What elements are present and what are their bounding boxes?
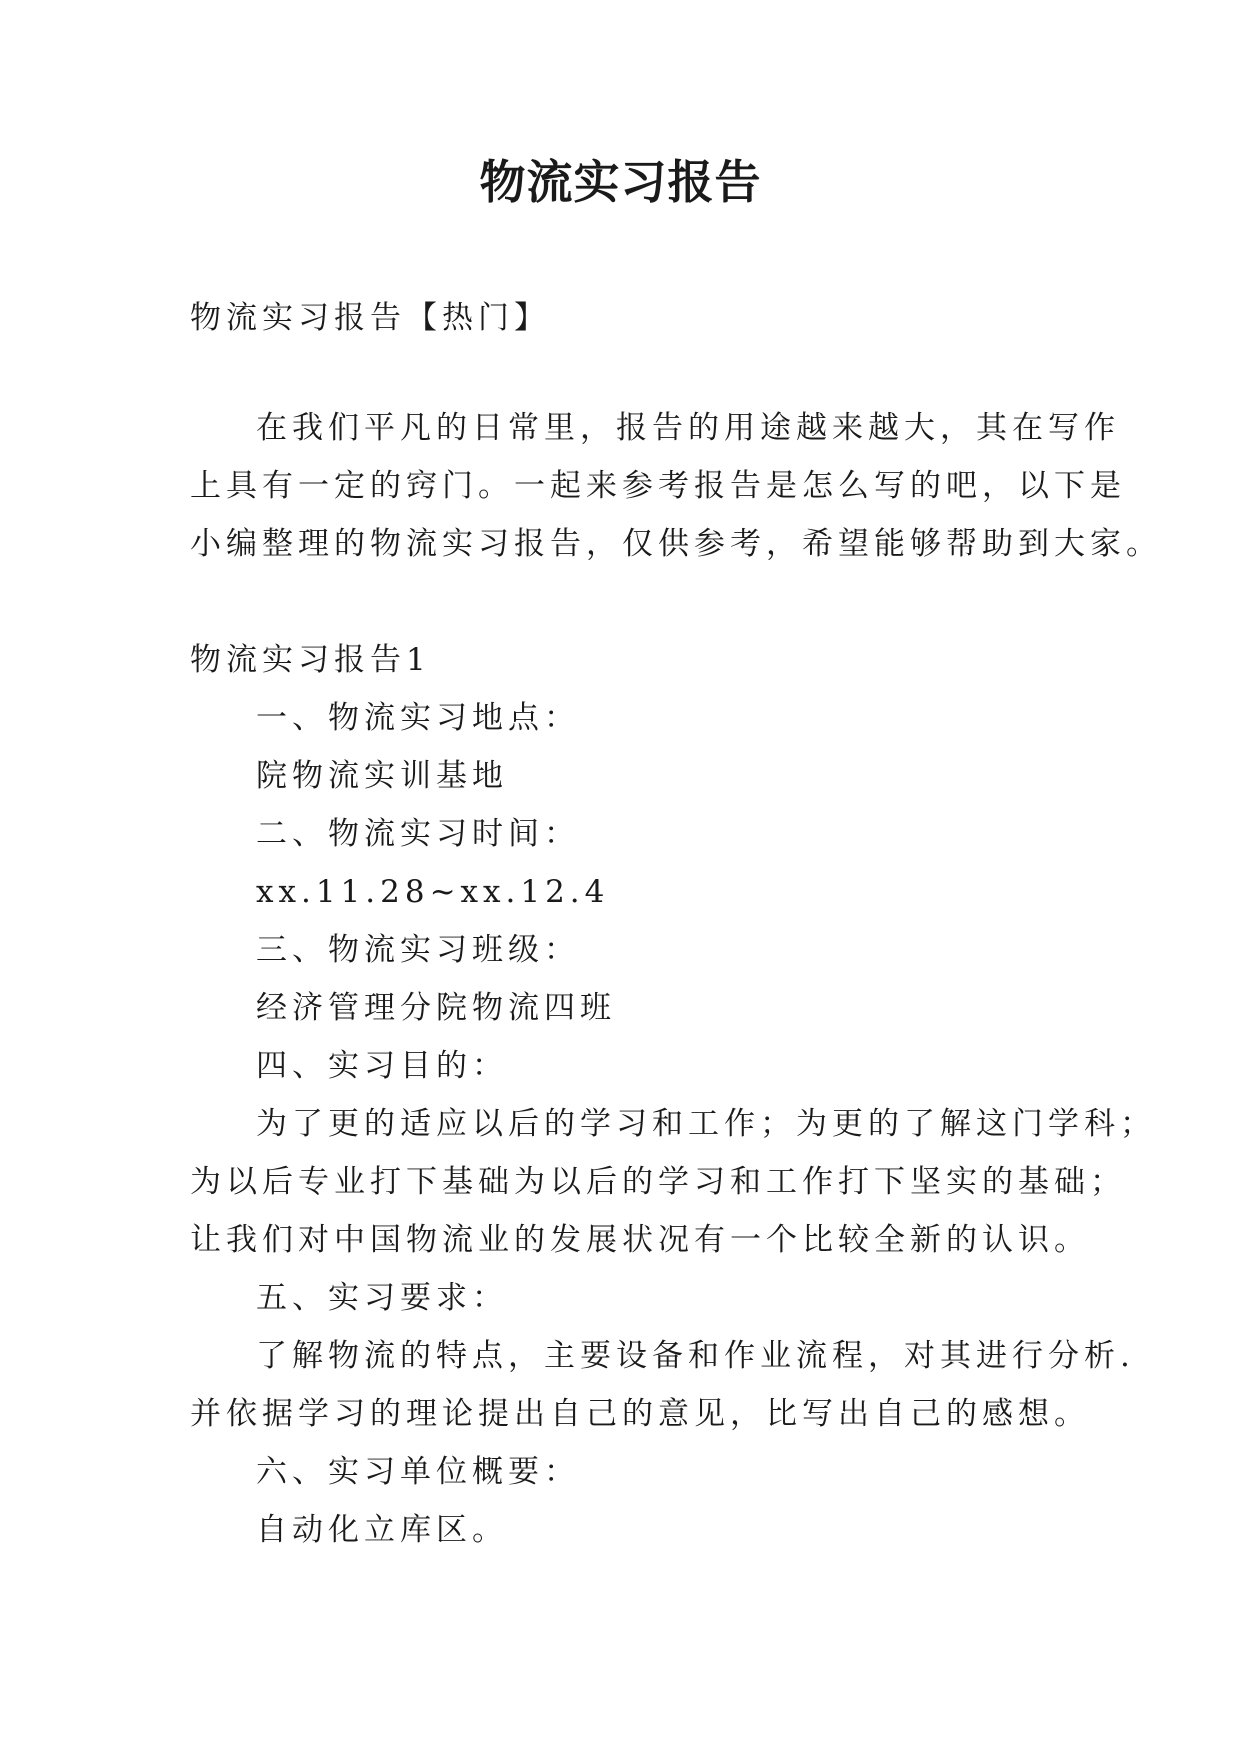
document-title: 物流实习报告 <box>479 155 762 209</box>
body-line: 三、物流实习班级： <box>256 932 580 968</box>
section-heading: 物流实习报告1 <box>190 642 431 678</box>
intro-line: 小编整理的物流实习报告，仅供参考，希望能够帮助到大家。 <box>190 526 1162 562</box>
body-line: 让我们对中国物流业的发展状况有一个比较全新的认识。 <box>190 1222 1090 1258</box>
body-line: 二、物流实习时间： <box>256 816 580 852</box>
document-subtitle: 物流实习报告【热门】 <box>190 300 550 336</box>
body-line: 了解物流的特点，主要设备和作业流程，对其进行分析. <box>256 1338 1135 1374</box>
intro-line: 上具有一定的窍门。一起来参考报告是怎么写的吧，以下是 <box>190 468 1126 504</box>
body-line: 自动化立库区。 <box>256 1512 508 1548</box>
body-line: 六、实习单位概要： <box>256 1454 580 1490</box>
intro-line: 在我们平凡的日常里，报告的用途越来越大，其在写作 <box>256 410 1120 446</box>
body-line: 一、物流实习地点： <box>256 700 580 736</box>
body-line: 经济管理分院物流四班 <box>256 990 616 1026</box>
body-line: 五、实习要求： <box>256 1280 508 1316</box>
body-line: 为以后专业打下基础为以后的学习和工作打下坚实的基础； <box>190 1164 1126 1200</box>
body-line: 院物流实训基地 <box>256 758 508 794</box>
body-line: 并依据学习的理论提出自己的意见，比写出自己的感想。 <box>190 1396 1090 1432</box>
body-line: 为了更的适应以后的学习和工作；为更的了解这门学科； <box>256 1106 1156 1142</box>
body-line: xx.11.28~xx.12.4 <box>256 874 610 910</box>
body-line: 四、实习目的： <box>256 1048 508 1084</box>
